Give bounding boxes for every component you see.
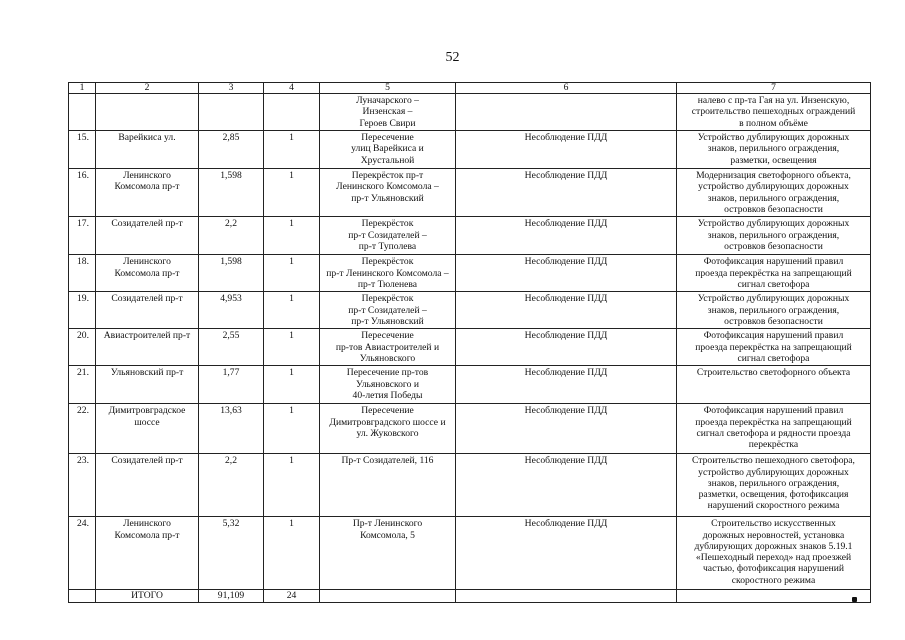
table-row (69, 217, 871, 255)
table-row (69, 517, 871, 590)
row-number-cell: 23. (69, 454, 96, 517)
length-cell: 2,2 (199, 454, 264, 517)
location-cell: Перекрёсток пр-т Созидателей – пр-т Туполева (320, 217, 456, 255)
measures-cell: Фотофиксация нарушений правил проезда перекрёстка на запрещающий сигнал светофора (677, 255, 871, 292)
column-number: 5 (320, 83, 456, 94)
column-number: 7 (677, 83, 871, 94)
count-cell: 1 (264, 131, 320, 169)
location-cell: Пересечение пр-тов Ульяновского и 40-летия Победы (320, 366, 456, 404)
length-cell: 2,55 (199, 329, 264, 366)
count-cell: 1 (264, 366, 320, 404)
cause-cell: Несоблюдение ПДД (456, 329, 677, 366)
street-cell: Авиастроителей пр-т (96, 329, 199, 366)
table-row (69, 404, 871, 454)
table-row (69, 329, 871, 366)
location-cell: Луначарского – Инзенская – Героев Свири (320, 94, 456, 131)
column-number: 4 (264, 83, 320, 94)
measures-cell: Строительство светофорного объекта (677, 366, 871, 404)
location-cell: Пересечение улиц Варейкиса и Хрустальной (320, 131, 456, 169)
empty-cell (320, 590, 456, 602)
cause-cell: Несоблюдение ПДД (456, 131, 677, 169)
length-cell: 4,953 (199, 292, 264, 329)
street-cell: Созидателей пр-т (96, 292, 199, 329)
location-cell: Пр-т Ленинского Комсомола, 5 (320, 517, 456, 590)
row-number-cell: 17. (69, 217, 96, 255)
measures-cell: Устройство дублирующих дорожных знаков, перильного ограждения, островков безопасности (677, 217, 871, 255)
total-count: 24 (264, 590, 320, 602)
column-number: 1 (69, 83, 96, 94)
street-cell: Димитровградское шоссе (96, 404, 199, 454)
length-cell: 13,63 (199, 404, 264, 454)
street-cell: Созидателей пр-т (96, 454, 199, 517)
length-cell: 5,32 (199, 517, 264, 590)
row-number-cell: 15. (69, 131, 96, 169)
location-cell: Перекрёсток пр-т Созидателей – пр-т Ульяновский (320, 292, 456, 329)
empty-cell (677, 590, 871, 602)
table-row (69, 169, 871, 217)
measures-cell: Строительство пешеходного светофора, устройство дублирующих дорожных знаков, перильного ограждения, разметки, освещения, фотофиксация нарушений скоростного режима (677, 454, 871, 517)
street-cell: Созидателей пр-т (96, 217, 199, 255)
empty-cell (456, 590, 677, 602)
location-cell: Перекрёсток пр-т Ленинского Комсомола – пр-т Ульяновский (320, 169, 456, 217)
empty-cell (69, 590, 96, 602)
length-cell: 1,598 (199, 255, 264, 292)
count-cell: 1 (264, 255, 320, 292)
row-number-cell: 18. (69, 255, 96, 292)
count-cell: 1 (264, 454, 320, 517)
street-cell: Ленинского Комсомола пр-т (96, 517, 199, 590)
measures-cell: Строительство искусственных дорожных неровностей, установка дублирующих дорожных знаков 5.19.1 «Пешеходный переход» над проезжей частью, фотофиксация нарушений скоростного режима (677, 517, 871, 590)
location-cell: Перекрёсток пр-т Ленинского Комсомола – пр-т Тюленева (320, 255, 456, 292)
cause-cell: Несоблюдение ПДД (456, 255, 677, 292)
count-cell: 1 (264, 292, 320, 329)
cause-cell: Несоблюдение ПДД (456, 404, 677, 454)
table-row (69, 255, 871, 292)
table-row (69, 292, 871, 329)
column-number: 3 (199, 83, 264, 94)
length-cell: 1,77 (199, 366, 264, 404)
page-number: 52 (445, 50, 460, 65)
count-cell: 1 (264, 404, 320, 454)
column-number: 6 (456, 83, 677, 94)
row-number-cell: 24. (69, 517, 96, 590)
cause-cell: Несоблюдение ПДД (456, 292, 677, 329)
count-cell: 1 (264, 217, 320, 255)
length-cell: 2,85 (199, 131, 264, 169)
length-cell: 2,2 (199, 217, 264, 255)
page-mark (852, 597, 857, 602)
location-cell: Пересечение Димитровградского шоссе и ул. Жуковского (320, 404, 456, 454)
count-cell: 1 (264, 329, 320, 366)
accident-sites-table (68, 82, 871, 603)
row-number-cell: 22. (69, 404, 96, 454)
cause-cell: Несоблюдение ПДД (456, 217, 677, 255)
count-cell: 1 (264, 517, 320, 590)
street-cell: Ульяновский пр-т (96, 366, 199, 404)
measures-cell: налево с пр-та Гая на ул. Инзенскую, строительство пешеходных ограждений в полном объёме (677, 94, 871, 131)
street-cell: Варейкиса ул. (96, 131, 199, 169)
table-row (69, 366, 871, 404)
cause-cell: Несоблюдение ПДД (456, 454, 677, 517)
measures-cell: Устройство дублирующих дорожных знаков, перильного ограждения, разметки, освещения (677, 131, 871, 169)
row-number-cell: 16. (69, 169, 96, 217)
row-number-cell: 20. (69, 329, 96, 366)
total-length: 91,109 (199, 590, 264, 602)
cause-cell: Несоблюдение ПДД (456, 517, 677, 590)
length-cell: 1,598 (199, 169, 264, 217)
location-cell: Пересечение пр-тов Авиастроителей и Ульяновского (320, 329, 456, 366)
measures-cell: Устройство дублирующих дорожных знаков, перильного ограждения, островков безопасности (677, 292, 871, 329)
column-number: 2 (96, 83, 199, 94)
total-row (69, 590, 871, 602)
row-number-cell: 19. (69, 292, 96, 329)
cause-cell: Несоблюдение ПДД (456, 169, 677, 217)
total-label: ИТОГО (96, 590, 199, 602)
continuation-row (69, 94, 871, 131)
measures-cell: Фотофиксация нарушений правил проезда перекрёстка на запрещающий сигнал светофора (677, 329, 871, 366)
row-number-cell: 21. (69, 366, 96, 404)
table-row (69, 454, 871, 517)
location-cell: Пр-т Созидателей, 116 (320, 454, 456, 517)
measures-cell: Фотофиксация нарушений правил проезда перекрёстка на запрещающий сигнал светофора и рядности проезда перекрёстка (677, 404, 871, 454)
table-row (69, 131, 871, 169)
cause-cell: Несоблюдение ПДД (456, 366, 677, 404)
street-cell: Ленинского Комсомола пр-т (96, 255, 199, 292)
measures-cell: Модернизация светофорного объекта, устройство дублирующих дорожных знаков, перильного ограждения, островков безопасности (677, 169, 871, 217)
column-number-row (69, 83, 871, 94)
street-cell: Ленинского Комсомола пр-т (96, 169, 199, 217)
count-cell: 1 (264, 169, 320, 217)
